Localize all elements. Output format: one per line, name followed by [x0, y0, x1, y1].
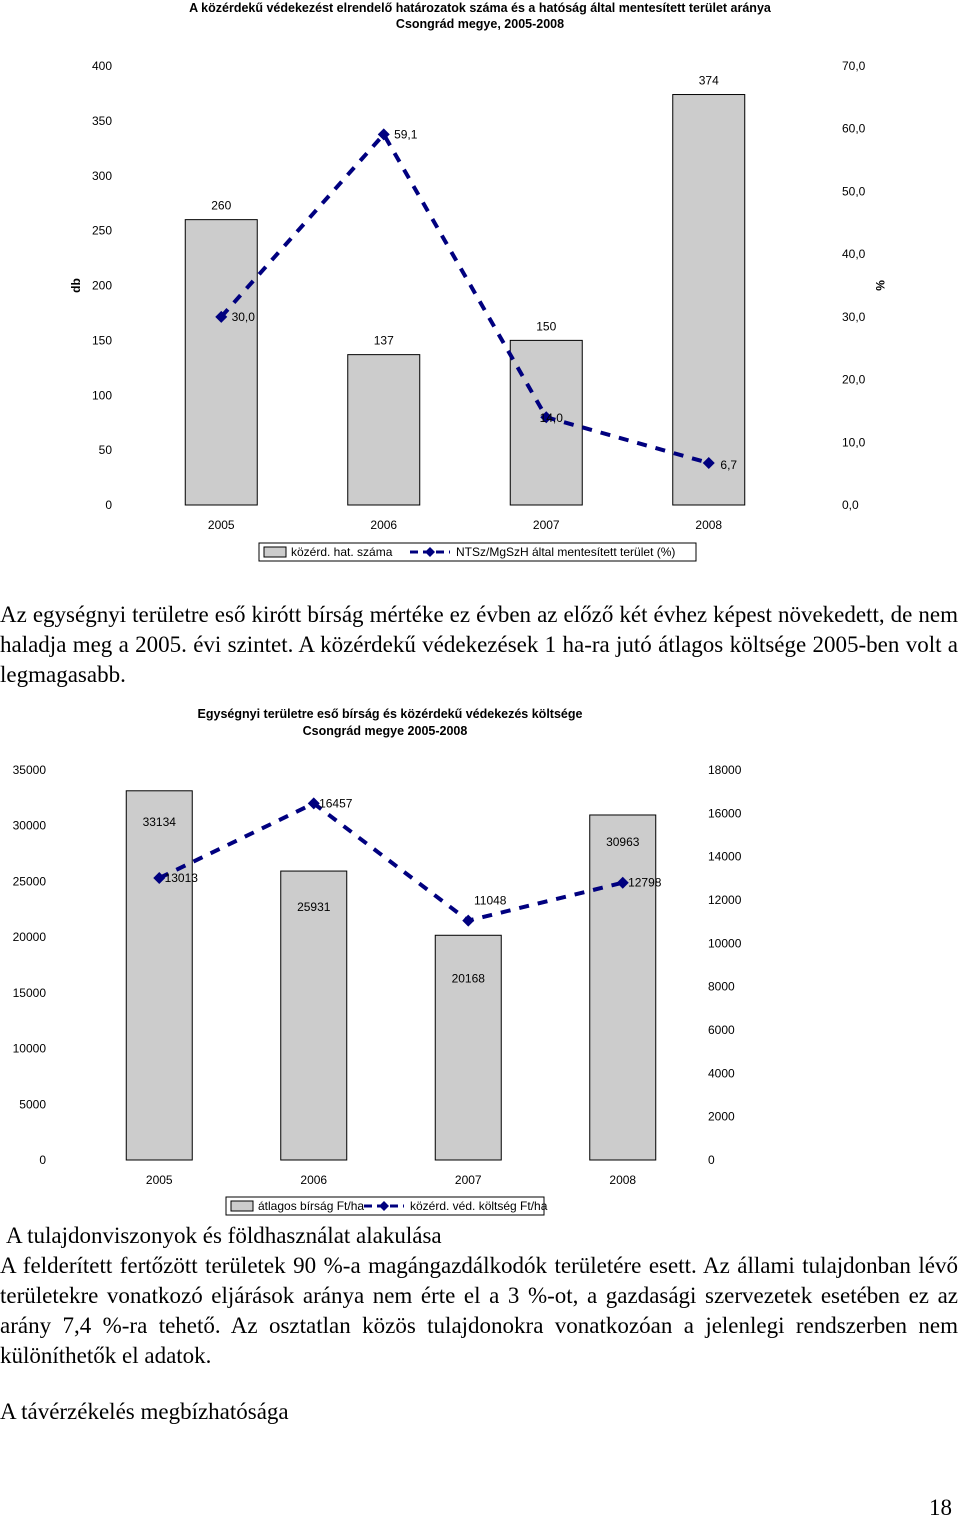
chart1-y-tick-label: 100 [91, 388, 112, 403]
chart1-legend-bar-label: közérd. hat. száma [291, 545, 393, 559]
chart2-title: Egységnyi területre eső bírság és közérdekű védekezés költsége [197, 707, 583, 721]
paragraph-fines: Az egységnyi területre eső kirótt bírság mértéke ez évben az előző két évhez képest növekedett, de nem haladja meg a 2005. évi szintet. A közérdekű védekezések 1 ha-ra jutó átlagos költsége 2005-ben volt a legmagasabb. [0, 602, 958, 687]
chart1-legend-line-label: NTSz/MgSzH által mentesített terület (%) [456, 545, 676, 559]
chart1-y-tick-label: 300 [91, 168, 112, 183]
chart2 [0, 740, 960, 1220]
chart2-bar [281, 871, 347, 1160]
chart1-y-tick-label: 200 [91, 278, 112, 293]
chart2-y2-tick-label: 16000 [708, 806, 742, 821]
chart1-line-series [221, 134, 709, 463]
chart2-y2-tick-label: 8000 [708, 979, 735, 994]
paragraph-ownership: A felderített fertőzött területek 90 %-a magángazdálkodók területére esett. Az állami tulajdonban lévő területekre vonatkozó eljárások aránya nem érte el a 3 %-ot, a gazdasági szervezetek esetében ez az arány 7,4 %-ra tehető. Az osztatlan közös tulajdonokra vonatkozóan a jelenlegi rendszerben nem különíthetők el adatok. [0, 1253, 958, 1368]
chart2-line-label: 12798 [628, 875, 662, 890]
chart2-bar-label: 33134 [142, 814, 176, 829]
chart1-title: A közérdekű védekezést elrendelő határozatok száma és a hatóság által mentesített terület aránya [189, 1, 771, 15]
chart1-legend-bar-swatch [264, 547, 286, 557]
chart1-x-tick-label: 2005 [207, 518, 235, 532]
chart2-line-label: 13013 [164, 871, 198, 886]
chart1-y2-axis-label: % [873, 280, 887, 291]
chart1-bar [673, 95, 745, 505]
chart1-line-label: 14,0 [539, 411, 563, 426]
chart1-bar [348, 355, 420, 505]
chart1-subtitle: Csongrád megye, 2005-2008 [395, 17, 565, 31]
chart1-y-tick-label: 0 [105, 498, 112, 512]
chart1-bar-label: 260 [211, 198, 232, 213]
chart2-bar-label: 25931 [297, 900, 331, 915]
chart1-bar-label: 137 [373, 333, 394, 348]
chart1-y2-tick-label: 10,0 [842, 435, 866, 450]
chart2-bar-label: 30963 [606, 834, 640, 849]
chart2-x-tick-label: 2006 [300, 1173, 328, 1187]
chart1-line-label: 6,7 [720, 457, 738, 472]
chart1-x-tick-label: 2006 [370, 518, 398, 532]
chart2-y-tick-label: 0 [39, 1153, 46, 1167]
chart2-x-tick-label: 2005 [145, 1173, 173, 1187]
chart2-y2-tick-label: 4000 [708, 1066, 735, 1081]
chart2-y2-tick-label: 10000 [708, 936, 742, 951]
chart2-legend-bar-label: átlagos bírság Ft/ha [258, 1199, 365, 1213]
chart1-y-tick-label: 150 [91, 333, 112, 348]
chart1-x-tick-label: 2007 [532, 518, 560, 532]
chart1-y2-tick-label: 20,0 [842, 372, 866, 387]
chart2-y2-tick-label: 14000 [708, 849, 742, 864]
page-number: 18 [929, 1495, 952, 1520]
chart2-y-tick-label: 10000 [12, 1041, 46, 1056]
chart1-y2-tick-label: 70,0 [842, 59, 866, 73]
heading-ownership: A tulajdonviszonyok és földhasználat alakulása [6, 1223, 442, 1248]
chart1-y-tick-label: 250 [91, 223, 112, 238]
chart2-y-tick-label: 5000 [19, 1097, 46, 1112]
chart1-bar [185, 220, 257, 505]
chart2-line-label: 16457 [319, 796, 353, 811]
chart2-y-tick-label: 30000 [12, 818, 46, 833]
chart2-y-tick-label: 15000 [12, 985, 46, 1000]
chart1-y-axis-label: db [69, 278, 83, 293]
heading-remote-sensing: A távérzékelés megbízhatósága [0, 1399, 289, 1424]
chart2-y2-tick-label: 18000 [708, 763, 742, 777]
chart1-y2-tick-label: 40,0 [842, 247, 866, 262]
chart2-bar-label: 20168 [451, 971, 485, 986]
chart1-y-tick-label: 50 [98, 443, 112, 458]
chart2-line-point [462, 915, 474, 927]
chart2-bar [435, 935, 501, 1160]
chart1-x-tick-label: 2008 [695, 518, 723, 532]
chart1-bar-label: 150 [536, 319, 557, 334]
chart2-legend-bar-swatch [231, 1201, 253, 1211]
chart1 [0, 0, 960, 575]
chart2-y2-tick-label: 0 [708, 1153, 715, 1167]
chart1-y2-tick-label: 30,0 [842, 309, 866, 324]
chart2-bar [126, 791, 192, 1160]
chart1-y2-tick-label: 60,0 [842, 121, 866, 136]
chart2-y-tick-label: 35000 [12, 763, 46, 777]
chart2-line-label: 11048 [474, 893, 507, 908]
chart1-y-tick-label: 350 [91, 113, 112, 128]
chart2-y2-tick-label: 12000 [708, 893, 742, 907]
chart2-bar [590, 815, 656, 1160]
chart1-bar-label: 374 [698, 73, 719, 88]
chart2-y2-tick-label: 6000 [708, 1023, 735, 1037]
chart1-y2-tick-label: 50,0 [842, 184, 866, 199]
chart2-x-tick-label: 2007 [454, 1173, 482, 1187]
chart1-y-tick-label: 400 [91, 59, 112, 73]
chart1-line-label: 30,0 [231, 309, 255, 324]
chart2-y2-tick-label: 2000 [708, 1109, 735, 1124]
chart1-y2-tick-label: 0,0 [842, 498, 859, 512]
chart2-legend-line-label: közérd. véd. költség Ft/ha [410, 1199, 548, 1213]
chart2-x-tick-label: 2008 [609, 1173, 637, 1187]
chart2-y-tick-label: 20000 [12, 930, 46, 945]
chart2-line-series [159, 803, 623, 920]
chart1-line-label: 59,1 [394, 127, 418, 142]
chart2-y-tick-label: 25000 [12, 874, 46, 889]
chart2-subtitle: Csongrád megye 2005-2008 [302, 724, 468, 738]
